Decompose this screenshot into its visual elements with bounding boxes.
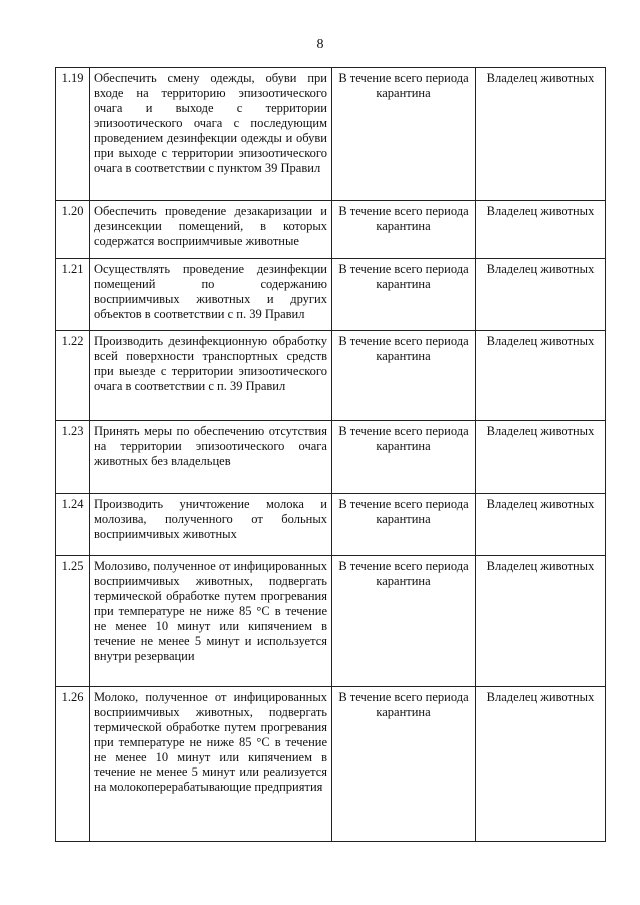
quarantine-measures-table (55, 67, 606, 842)
term-text: В течение всего периода карантина (332, 556, 476, 687)
measure-text: Производить уничтожение молока и молозива, полученного от больных восприимчивых животных (90, 494, 332, 556)
table-row (56, 201, 606, 259)
measure-text: Обеспечить проведение дезакаризации и дезинсекции помещений, в которых содержатся восприимчивые животные (90, 201, 332, 259)
table-row (56, 68, 606, 201)
responsible-text: Владелец животных (476, 68, 606, 201)
table-row (56, 556, 606, 687)
responsible-text: Владелец животных (476, 201, 606, 259)
row-number: 1.26 (56, 687, 90, 842)
row-number: 1.22 (56, 331, 90, 421)
measure-text: Молозиво, полученное от инфицированных восприимчивых животных, подвергать термической обработке путем прогревания при температуре не ниже 85 °С в течение не менее 10 минут или кипячением в течение не менее 5 минут и используется внутри резервации (90, 556, 332, 687)
term-text: В течение всего периода карантина (332, 68, 476, 201)
row-number: 1.20 (56, 201, 90, 259)
table-row (56, 494, 606, 556)
term-text: В течение всего периода карантина (332, 687, 476, 842)
measure-text: Осуществлять проведение дезинфекции помещений по содержанию восприимчивых животных и других объектов в соответствии с п. 39 Правил (90, 259, 332, 331)
term-text: В течение всего периода карантина (332, 259, 476, 331)
term-text: В течение всего периода карантина (332, 494, 476, 556)
term-text: В течение всего периода карантина (332, 421, 476, 494)
page-number: 8 (316, 37, 324, 52)
table-row (56, 331, 606, 421)
responsible-text: Владелец животных (476, 421, 606, 494)
term-text: В течение всего периода карантина (332, 331, 476, 421)
responsible-text: Владелец животных (476, 494, 606, 556)
measure-text: Производить дезинфекционную обработку всей поверхности транспортных средств при выезде с территории эпизоотического очага в соответствии с п. 39 Правил (90, 331, 332, 421)
responsible-text: Владелец животных (476, 331, 606, 421)
row-number: 1.23 (56, 421, 90, 494)
responsible-text: Владелец животных (476, 556, 606, 687)
responsible-text: Владелец животных (476, 259, 606, 331)
row-number: 1.19 (56, 68, 90, 201)
row-number: 1.25 (56, 556, 90, 687)
row-number: 1.24 (56, 494, 90, 556)
measure-text: Обеспечить смену одежды, обуви при входе на территорию эпизоотического очага и выходе с территории эпизоотического очага с последующим проведением дезинфекции одежды и обуви при выходе с территории эпизоотического очага в соответствии с пунктом 39 Правил (90, 68, 332, 201)
row-number: 1.21 (56, 259, 90, 331)
table-row (56, 421, 606, 494)
table-row (56, 259, 606, 331)
responsible-text: Владелец животных (476, 687, 606, 842)
table-row (56, 687, 606, 842)
measure-text: Молоко, полученное от инфицированных восприимчивых животных, подвергать термической обработке путем прогревания при температуре не ниже 85 °С в течение не менее 10 минут или кипячением в течение не менее 5 минут или реализуется на молокоперерабатывающие предприятия (90, 687, 332, 842)
measure-text: Принять меры по обеспечению отсутствия на территории эпизоотического очага животных без владельцев (90, 421, 332, 494)
term-text: В течение всего периода карантина (332, 201, 476, 259)
